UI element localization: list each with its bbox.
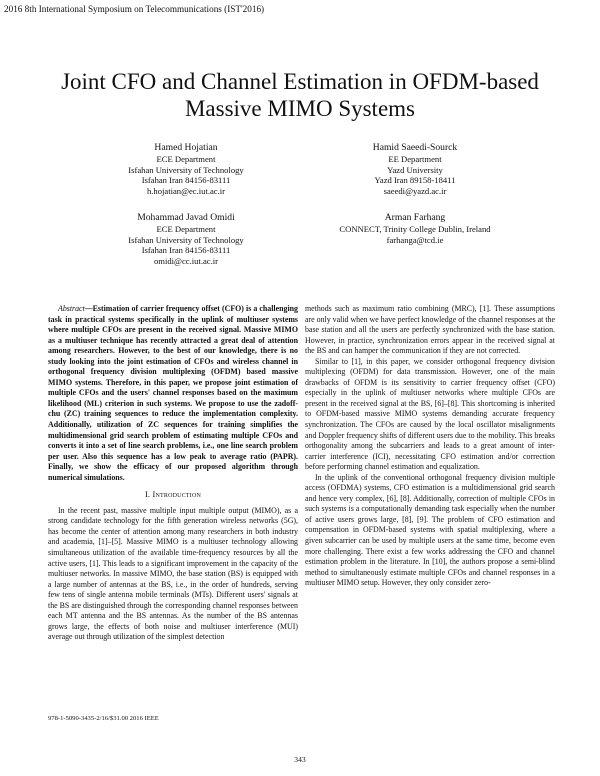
author-name: Hamid Saeedi-Sourck xyxy=(372,142,458,153)
paper-title xyxy=(40,68,560,122)
author-email: saeedi@yazd.ac.ir xyxy=(383,186,447,197)
author-dept: EE Department xyxy=(388,154,442,164)
author-block-3 xyxy=(71,212,301,267)
author-address: Yazd Iran 89158-18411 xyxy=(374,175,456,186)
author-org: Yazd University xyxy=(387,164,443,175)
title-line-1: Joint CFO and Channel Estimation in OFDM-based xyxy=(61,69,539,94)
body-paragraph: methods such as maximum ratio combining (MRC), [1]. These assumptions are only valid when we have perfect knowledge of the channel responses at the base station and all the users are perfectly synchronized with the base station. However, in practice, synchronization errors appear in the received signal at the BS and can hamper the communication if they are not corrected. xyxy=(305,304,555,356)
author-name: Arman Farhang xyxy=(384,212,446,223)
body-paragraph: In the uplink of the conventional orthogonal frequency division multiple access (OFDMA) systems, CFO estimation is a multidimensional grid search and hence very complex, [6], [8]. Additionally, correction of multiple CFOs in such systems is a computationally demanding task especially when the number of active users grows large, [8], [9]. The problem of CFO estimation and compensation in OFDM-based systems with spatial multiplexing, where a given subcarrier can be used by multiple users at the same time, become even more challenging. There exist a few works addressing the CFO and channel estimation problem in the literature. In [10], the authors propose a semi-blind method to simultaneously estimate multiple CFOs and channel responses in a multiuser MIMO setup. However, they only consider zero- xyxy=(305,472,555,588)
author-dept: ECE Department xyxy=(156,224,216,234)
copyright-footnote: 978-1-5090-3435-2/16/$31.00 2016 IEEE xyxy=(48,715,159,722)
abstract-lead: Abstract xyxy=(58,304,85,313)
abstract-text: —Estimation of carrier frequency offset (CFO) is a challenging task in practical systems specifically in the uplink of multiuser systems where multiple CFOs are present in the received signal. Massive MIMO as a multiuser technique has recently attracted a great deal of attention among researchers. However, to the best of our knowledge, there is no study looking into the joint estimation of CFOs and wireless channel in orthogonal frequency division multiplexing (OFDM) based massive MIMO systems. Therefore, in this paper, we propose joint estimation of multiple CFOs and the users' channel responses based on the maximum likelihood (ML) criterion in such systems. We propose to use the zadoff-chu (ZC) training sequences to reduce the implementation complexity. Additionally, utilization of ZC sequences for training simplifies the multidimensional grid search problem of estimating multiple CFOs and converts it into a set of line search problems, i.e., one line search problem per user. Also this sequence has a low peak to average ratio (PAPR). Finally, we show the efficacy of our proposed algorithm through numerical simulations. xyxy=(48,304,298,482)
author-email: h.hojatian@ec.iut.ac.ir xyxy=(146,186,226,197)
author-address: Isfahan Iran 84156-83111 xyxy=(141,175,231,186)
body-paragraph: Similar to [1], in this paper, we consider orthogonal frequency division multiplexing (OFDM) for data transmission. However, one of the main drawbacks of OFDM is its sensitivity to carrier frequency offset (CFO) especially in the uplink of multiuser networks where multiple CFOs are present in the received signal at the BS, [6]–[8]. This shortcoming is inherited to OFDM-based massive MIMO systems demanding accurate frequency synchronization. The CFOs are caused by the local oscillator misalignments and Doppler frequency shifts of different users due to the mobility. This breaks orthogonality among the subcarriers and leads to a great amount of inter-carrier interference (ICI), necessitating CFO estimation and/or correction before performing channel estimation and equalization. xyxy=(305,356,555,472)
body-paragraph: In the recent past, massive multiple input multiple output (MIMO), as a strong candidate technology for the fifth generation wireless networks (5G), has become the center of attention among many researchers in both industry and academia, [1]–[5]. Massive MIMO is a multiuser technology allowing simultaneous utilization of the available time-frequency resources by all the active users, [1]. This leads to a significant improvement in the capacity of the multiuser networks. In massive MIMO, the base station (BS) is equipped with a large number of antennas at the BS, i.e., in the order of hundreds, serving few tens of single antenna mobile terminals (MTs). Different users' signals at the BS are distinguished through the corresponding channel responses between each MT antenna and the BS antennas. As the number of the BS antennas grows large, the effects of both noise and multiuser interference (MUI) average out through utilization of the simplest detection xyxy=(48,505,298,642)
author-org: Isfahan University of Technology xyxy=(128,164,244,175)
author-block-4 xyxy=(300,212,530,245)
left-column xyxy=(48,304,298,643)
author-org: Isfahan University of Technology xyxy=(128,234,244,245)
author-address: Isfahan Iran 84156-83111 xyxy=(141,245,231,256)
author-name: Hamed Hojatian xyxy=(154,142,218,153)
conference-header: 2016 8th International Symposium on Telecommunications (IST'2016) xyxy=(4,4,265,14)
author-email: farhanga@tcd.ie xyxy=(386,234,444,245)
section-heading: I. Introduction xyxy=(144,490,202,500)
author-block-1 xyxy=(71,142,301,197)
author-block-2 xyxy=(300,142,530,197)
author-name: Mohammad Javad Omidi xyxy=(137,212,235,223)
author-dept: ECE Department xyxy=(156,154,216,164)
author-org: CONNECT, Trinity College Dublin, Ireland xyxy=(339,224,491,234)
page-number: 343 xyxy=(294,755,306,764)
right-column xyxy=(305,304,555,589)
title-line-2: Massive MIMO Systems xyxy=(184,96,415,121)
abstract xyxy=(48,304,298,483)
author-email: omidi@cc.iut.ac.ir xyxy=(154,256,218,267)
